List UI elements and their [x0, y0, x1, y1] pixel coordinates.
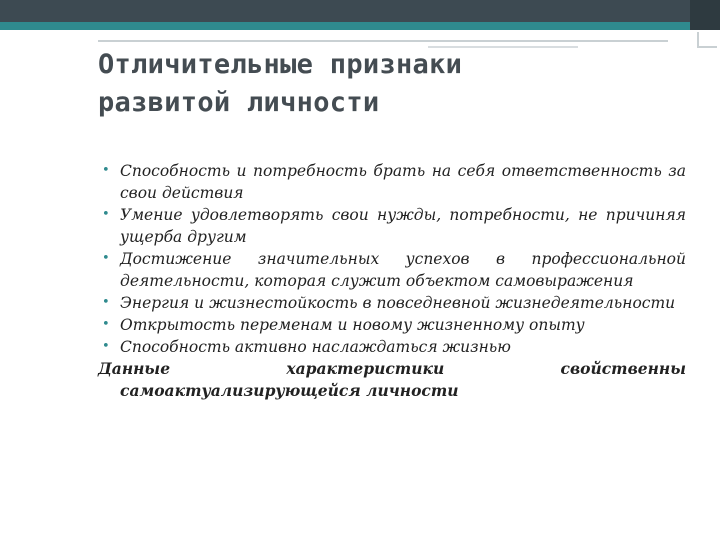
- bullet-text: Открытость переменам и новому жизненному опыту: [120, 316, 585, 334]
- corner-bracket: [697, 32, 717, 48]
- bullet-item: [98, 204, 686, 248]
- summary-text: Данные характеристики свойственны самоактуализирующейся личности: [98, 359, 686, 400]
- bullet-icon: •: [102, 339, 110, 354]
- bullet-icon: •: [102, 251, 110, 266]
- slide-body: [98, 160, 686, 402]
- slide-title-line-2: развитой личности: [98, 87, 380, 118]
- top-right-block: [690, 0, 720, 30]
- bullet-text: Энергия и жизнестойкость в повседневной жизнедеятельности: [120, 294, 676, 312]
- bullet-item: [98, 160, 686, 204]
- bullet-icon: •: [102, 163, 110, 178]
- top-band-accent: [0, 22, 720, 30]
- bullet-item: [98, 336, 686, 358]
- bullet-icon: •: [102, 317, 110, 332]
- bullet-list: [98, 160, 686, 358]
- bullet-text: Способность активно наслаждаться жизнью: [120, 338, 511, 356]
- bullet-item: [98, 314, 686, 336]
- bullet-text: Умение удовлетворять свои нужды, потребности, не причиняя ущерба другим: [120, 206, 686, 246]
- bullet-text: Достижение значительных успехов в профессиональной деятельности, которая служит объектом самовыражения: [120, 250, 686, 290]
- bullet-icon: •: [102, 295, 110, 310]
- bullet-item: [98, 248, 686, 292]
- slide-title: [98, 46, 658, 122]
- slide-title-line-1: Отличительные признаки: [98, 49, 463, 80]
- bullet-icon: •: [102, 207, 110, 222]
- bullet-text: Способность и потребность брать на себя ответственность за свои действия: [120, 162, 686, 202]
- decorative-rule: [98, 40, 668, 42]
- top-band-dark: [0, 0, 720, 22]
- bullet-item: [98, 292, 686, 314]
